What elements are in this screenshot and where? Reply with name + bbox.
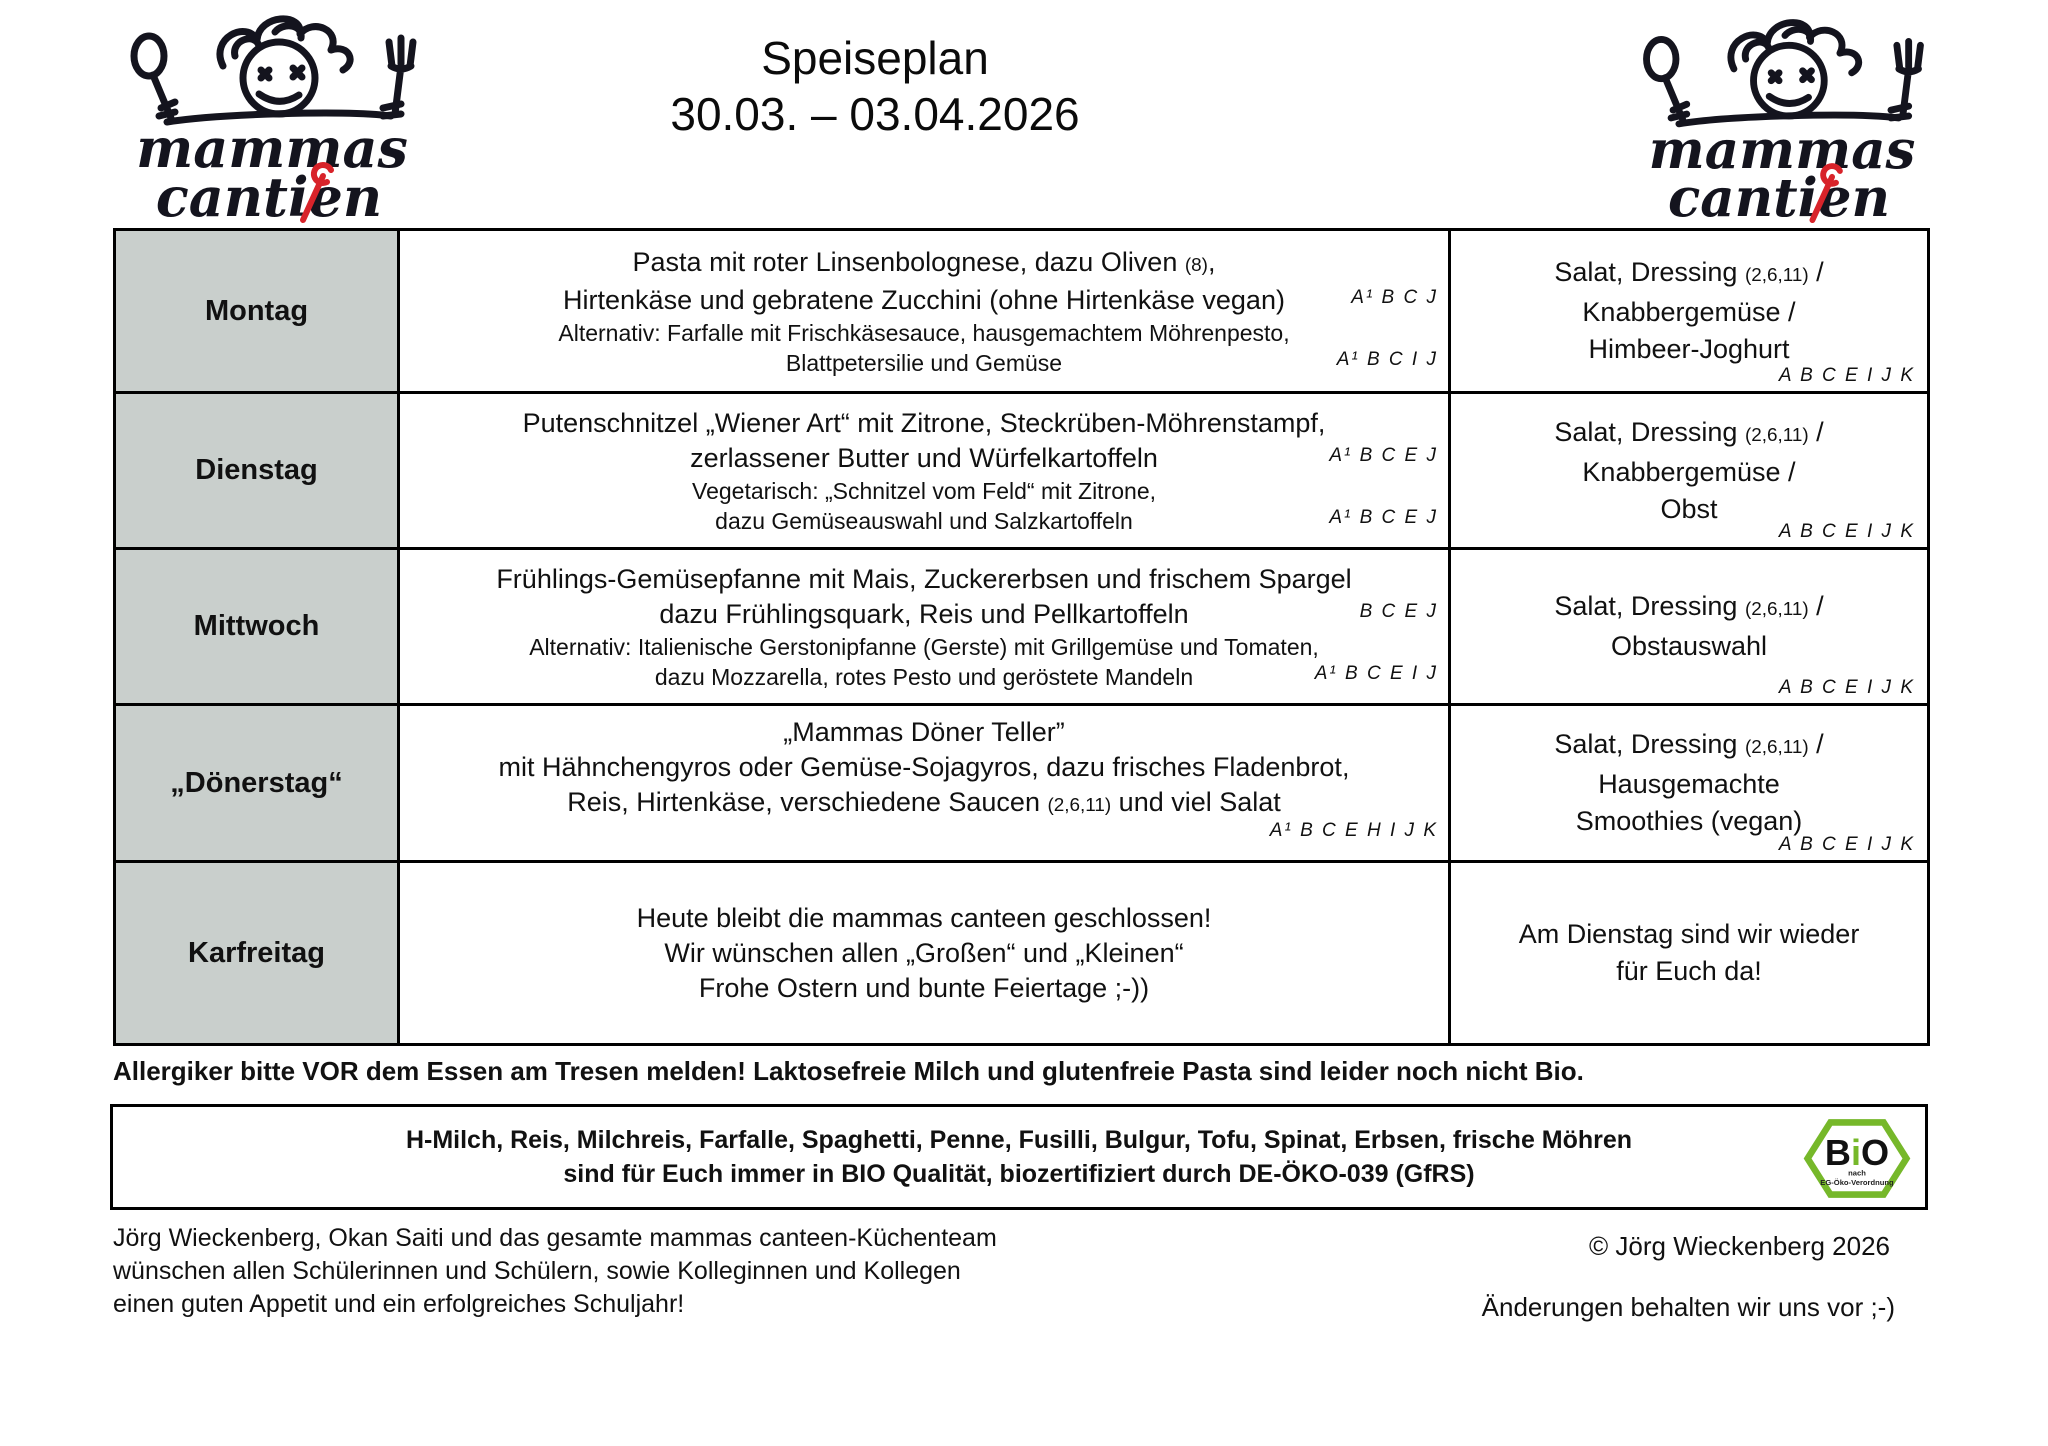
copyright-note: © Jörg Wieckenberg 2026 bbox=[1589, 1231, 1890, 1261]
additive-numbers: (2,6,11) bbox=[1744, 265, 1809, 286]
menu-side-cell bbox=[1451, 231, 1930, 394]
header-title-block bbox=[475, 30, 1275, 142]
wordmark-line2: cantien bbox=[1668, 166, 1891, 224]
menu-line bbox=[400, 506, 1448, 536]
allergen-code: A¹ B C E J bbox=[1329, 444, 1438, 466]
menu-text: Salat, Dressing bbox=[1554, 729, 1745, 759]
allergy-notice: Allergiker bitte VOR dem Essen am Tresen melden! Laktosefreie Milch und glutenfreie Pasta sind leider noch nicht Bio. bbox=[113, 1056, 1584, 1086]
menu-line bbox=[400, 820, 1448, 851]
side-line bbox=[1554, 414, 1823, 454]
menu-line bbox=[400, 715, 1448, 750]
menu-line bbox=[400, 750, 1448, 785]
menu-text: Smoothies (vegan) bbox=[1575, 806, 1803, 836]
menu-text: „Mammas Döner Teller” bbox=[783, 717, 1065, 747]
kid-with-spoon-fork-drawing-icon bbox=[102, 4, 442, 224]
additive-numbers: (2,6,11) bbox=[1744, 599, 1809, 620]
side-line bbox=[1519, 916, 1860, 953]
menu-text: Hirtenkäse und gebratene Zucchini (ohne Hirtenkäse vegan) bbox=[563, 284, 1285, 315]
menu-text: Obstauswahl bbox=[1610, 631, 1768, 661]
bio-box-line2: sind für Euch immer in BIO Qualität, biozertifiziert durch DE-ÖKO-039 (GfRS) bbox=[563, 1160, 1475, 1188]
side-line bbox=[1582, 454, 1795, 491]
menu-side-cell bbox=[1451, 394, 1930, 550]
svg-text:BiO: BiO bbox=[1824, 1132, 1890, 1174]
menu-text: / bbox=[1808, 257, 1824, 287]
additive-numbers: (8) bbox=[1184, 254, 1208, 276]
wordmark-line1: mammas bbox=[136, 116, 408, 180]
bio-box-line1: H-Milch, Reis, Milchreis, Farfalle, Spaghetti, Penne, Fusilli, Bulgur, Tofu, Spinat, Erbsen, frische Möhren bbox=[405, 1126, 1633, 1154]
menu-text: Blattpetersilie und Gemüse bbox=[785, 349, 1063, 376]
additive-numbers: (2,6,11) bbox=[1744, 424, 1809, 446]
day-label: „Dönerstag“ bbox=[116, 706, 400, 863]
menu-line bbox=[400, 632, 1448, 662]
date-range: 30.03. – 03.04.2026 bbox=[670, 88, 1080, 140]
changes-note: Änderungen behalten wir uns vor ;-) bbox=[1481, 1292, 1895, 1322]
credits-line: einen guten Appetit und ein erfolgreiches Schuljahr! bbox=[113, 1290, 685, 1318]
allergen-code: A¹ B C J bbox=[1351, 286, 1438, 308]
side-line bbox=[1598, 766, 1780, 803]
menu-text: Heute bleibt die mammas canteen geschlossen! bbox=[636, 902, 1212, 933]
menu-line bbox=[400, 662, 1448, 692]
menu-text: Hausgemachte bbox=[1598, 769, 1780, 799]
side-line bbox=[1588, 331, 1789, 368]
menu-text: und viel Salat bbox=[1111, 787, 1281, 817]
menu-text: / bbox=[1808, 591, 1824, 621]
menu-main-cell bbox=[400, 550, 1451, 706]
menu-main-cell bbox=[400, 863, 1451, 1046]
side-line bbox=[1576, 803, 1803, 840]
menu-line bbox=[400, 406, 1448, 441]
menu-line bbox=[400, 283, 1448, 318]
menu-text: Alternativ: Italienische Gerstonipfanne (Gerste) mit Grillgemüse und Tomaten, bbox=[529, 633, 1319, 660]
allergen-code: A¹ B C E J bbox=[1329, 506, 1438, 528]
side-line bbox=[1554, 254, 1823, 294]
mammas-canteen-logo-right bbox=[1612, 8, 1952, 224]
wordmark-line2: cantien bbox=[155, 165, 383, 224]
side-line bbox=[1611, 628, 1767, 665]
menu-line bbox=[400, 562, 1448, 597]
menu-line bbox=[400, 476, 1448, 506]
menu-text: Frohe Ostern und bunte Feiertage ;-)) bbox=[698, 972, 1150, 1003]
menu-text: Alternativ: Farfalle mit Frischkäsesauce, hausgemachtem Möhrenpesto, bbox=[558, 319, 1290, 346]
menu-line bbox=[400, 597, 1448, 632]
menu-text: Putenschnitzel „Wiener Art“ mit Zitrone, Steckrüben-Möhrenstampf, bbox=[522, 407, 1326, 438]
menu-text: Vegetarisch: „Schnitzel vom Feld“ mit Zitrone, bbox=[692, 477, 1156, 504]
menu-text: zerlassener Butter und Würfelkartoffeln bbox=[690, 442, 1158, 473]
allergen-code: A¹ B C I J bbox=[1336, 348, 1438, 370]
menu-line bbox=[400, 318, 1448, 348]
menu-side-cell bbox=[1451, 706, 1930, 863]
menu-line bbox=[400, 971, 1448, 1006]
mammas-canteen-logo-left bbox=[102, 4, 442, 224]
day-label: Dienstag bbox=[116, 394, 400, 550]
allergen-code: A¹ B C E I J bbox=[1314, 662, 1438, 684]
menu-line bbox=[400, 245, 1448, 283]
menu-text: dazu Gemüseauswahl und Salzkartoffeln bbox=[715, 507, 1133, 534]
additive-numbers: (2,6,11) bbox=[1744, 737, 1809, 758]
bio-box bbox=[110, 1104, 1928, 1210]
menu-line bbox=[400, 441, 1448, 476]
day-label: Karfreitag bbox=[116, 863, 400, 1046]
menu-text: , bbox=[1207, 246, 1216, 277]
menu-text: Wir wünschen allen „Großen“ und „Kleinen“ bbox=[664, 937, 1184, 968]
allergen-code: B C E J bbox=[1359, 600, 1438, 622]
page-title: Speiseplan bbox=[761, 32, 989, 84]
menu-text: Obst bbox=[1660, 493, 1718, 524]
svg-text:EG-Öko-Verordnung: EG-Öko-Verordnung bbox=[1820, 1178, 1894, 1188]
day-label: Mittwoch bbox=[116, 550, 400, 706]
menu-text: Am Dienstag sind wir wieder bbox=[1518, 919, 1860, 949]
allergen-code: A B C E I J K bbox=[1778, 521, 1915, 542]
menu-side-cell bbox=[1451, 550, 1930, 706]
menu-main-cell bbox=[400, 394, 1451, 550]
menu-text: dazu Mozzarella, rotes Pesto und geröstete Mandeln bbox=[654, 663, 1194, 690]
wordmark-line1: mammas bbox=[1648, 118, 1916, 182]
menu-text: dazu Frühlingsquark, Reis und Pellkartoffeln bbox=[659, 598, 1189, 629]
menu-main-cell bbox=[400, 706, 1451, 863]
bio-siegel-icon bbox=[1797, 1111, 1917, 1206]
menu-text: Frühlings-Gemüsepfanne mit Mais, Zuckererbsen und frischem Spargel bbox=[496, 563, 1352, 594]
menu-line bbox=[400, 936, 1448, 971]
menu-text: Reis, Hirtenkäse, verschiedene Saucen bbox=[567, 787, 1048, 817]
menu-line bbox=[400, 901, 1448, 936]
kid-with-spoon-fork-drawing-icon bbox=[1612, 8, 1952, 224]
menu-text: Pasta mit roter Linsenbolognese, dazu Oliven bbox=[632, 246, 1185, 277]
side-line bbox=[1554, 588, 1823, 628]
menu-text: / bbox=[1808, 416, 1824, 447]
menu-text: mit Hähnchengyros oder Gemüse-Sojagyros, dazu frisches Fladenbrot, bbox=[498, 752, 1350, 782]
menu-text: Knabbergemüse / bbox=[1582, 456, 1796, 487]
side-line bbox=[1616, 953, 1762, 990]
allergen-code: A B C E I J K bbox=[1778, 677, 1915, 698]
credits-line: Jörg Wieckenberg, Okan Saiti und das gesamte mammas canteen-Küchenteam bbox=[113, 1224, 997, 1252]
menu-text: / bbox=[1808, 729, 1824, 759]
side-line bbox=[1554, 726, 1823, 766]
menu-text: Salat, Dressing bbox=[1554, 257, 1745, 287]
menu-main-cell bbox=[400, 231, 1451, 394]
menu-text: Salat, Dressing bbox=[1554, 416, 1745, 447]
allergen-code: A B C E I J K bbox=[1778, 365, 1915, 386]
svg-text:nach: nach bbox=[1848, 1168, 1866, 1178]
credits-block bbox=[113, 1222, 997, 1321]
side-line bbox=[1582, 294, 1795, 331]
credits-line: wünschen allen Schülerinnen und Schülern, sowie Kolleginnen und Kollegen bbox=[113, 1257, 961, 1285]
menu-text: Knabbergemüse / bbox=[1582, 297, 1796, 327]
menu-line bbox=[400, 348, 1448, 378]
menu-text: Himbeer-Joghurt bbox=[1588, 334, 1790, 364]
allergen-code: A B C E I J K bbox=[1778, 834, 1915, 855]
day-label: Montag bbox=[116, 231, 400, 394]
menu-text: für Euch da! bbox=[1616, 956, 1762, 986]
side-line bbox=[1660, 491, 1717, 528]
allergen-code: A¹ B C E H I J K bbox=[1269, 820, 1438, 841]
menu-side-cell bbox=[1451, 863, 1930, 1046]
menu-text: Salat, Dressing bbox=[1554, 591, 1745, 621]
menu-table bbox=[113, 228, 1930, 1046]
additive-numbers: (2,6,11) bbox=[1047, 795, 1112, 816]
